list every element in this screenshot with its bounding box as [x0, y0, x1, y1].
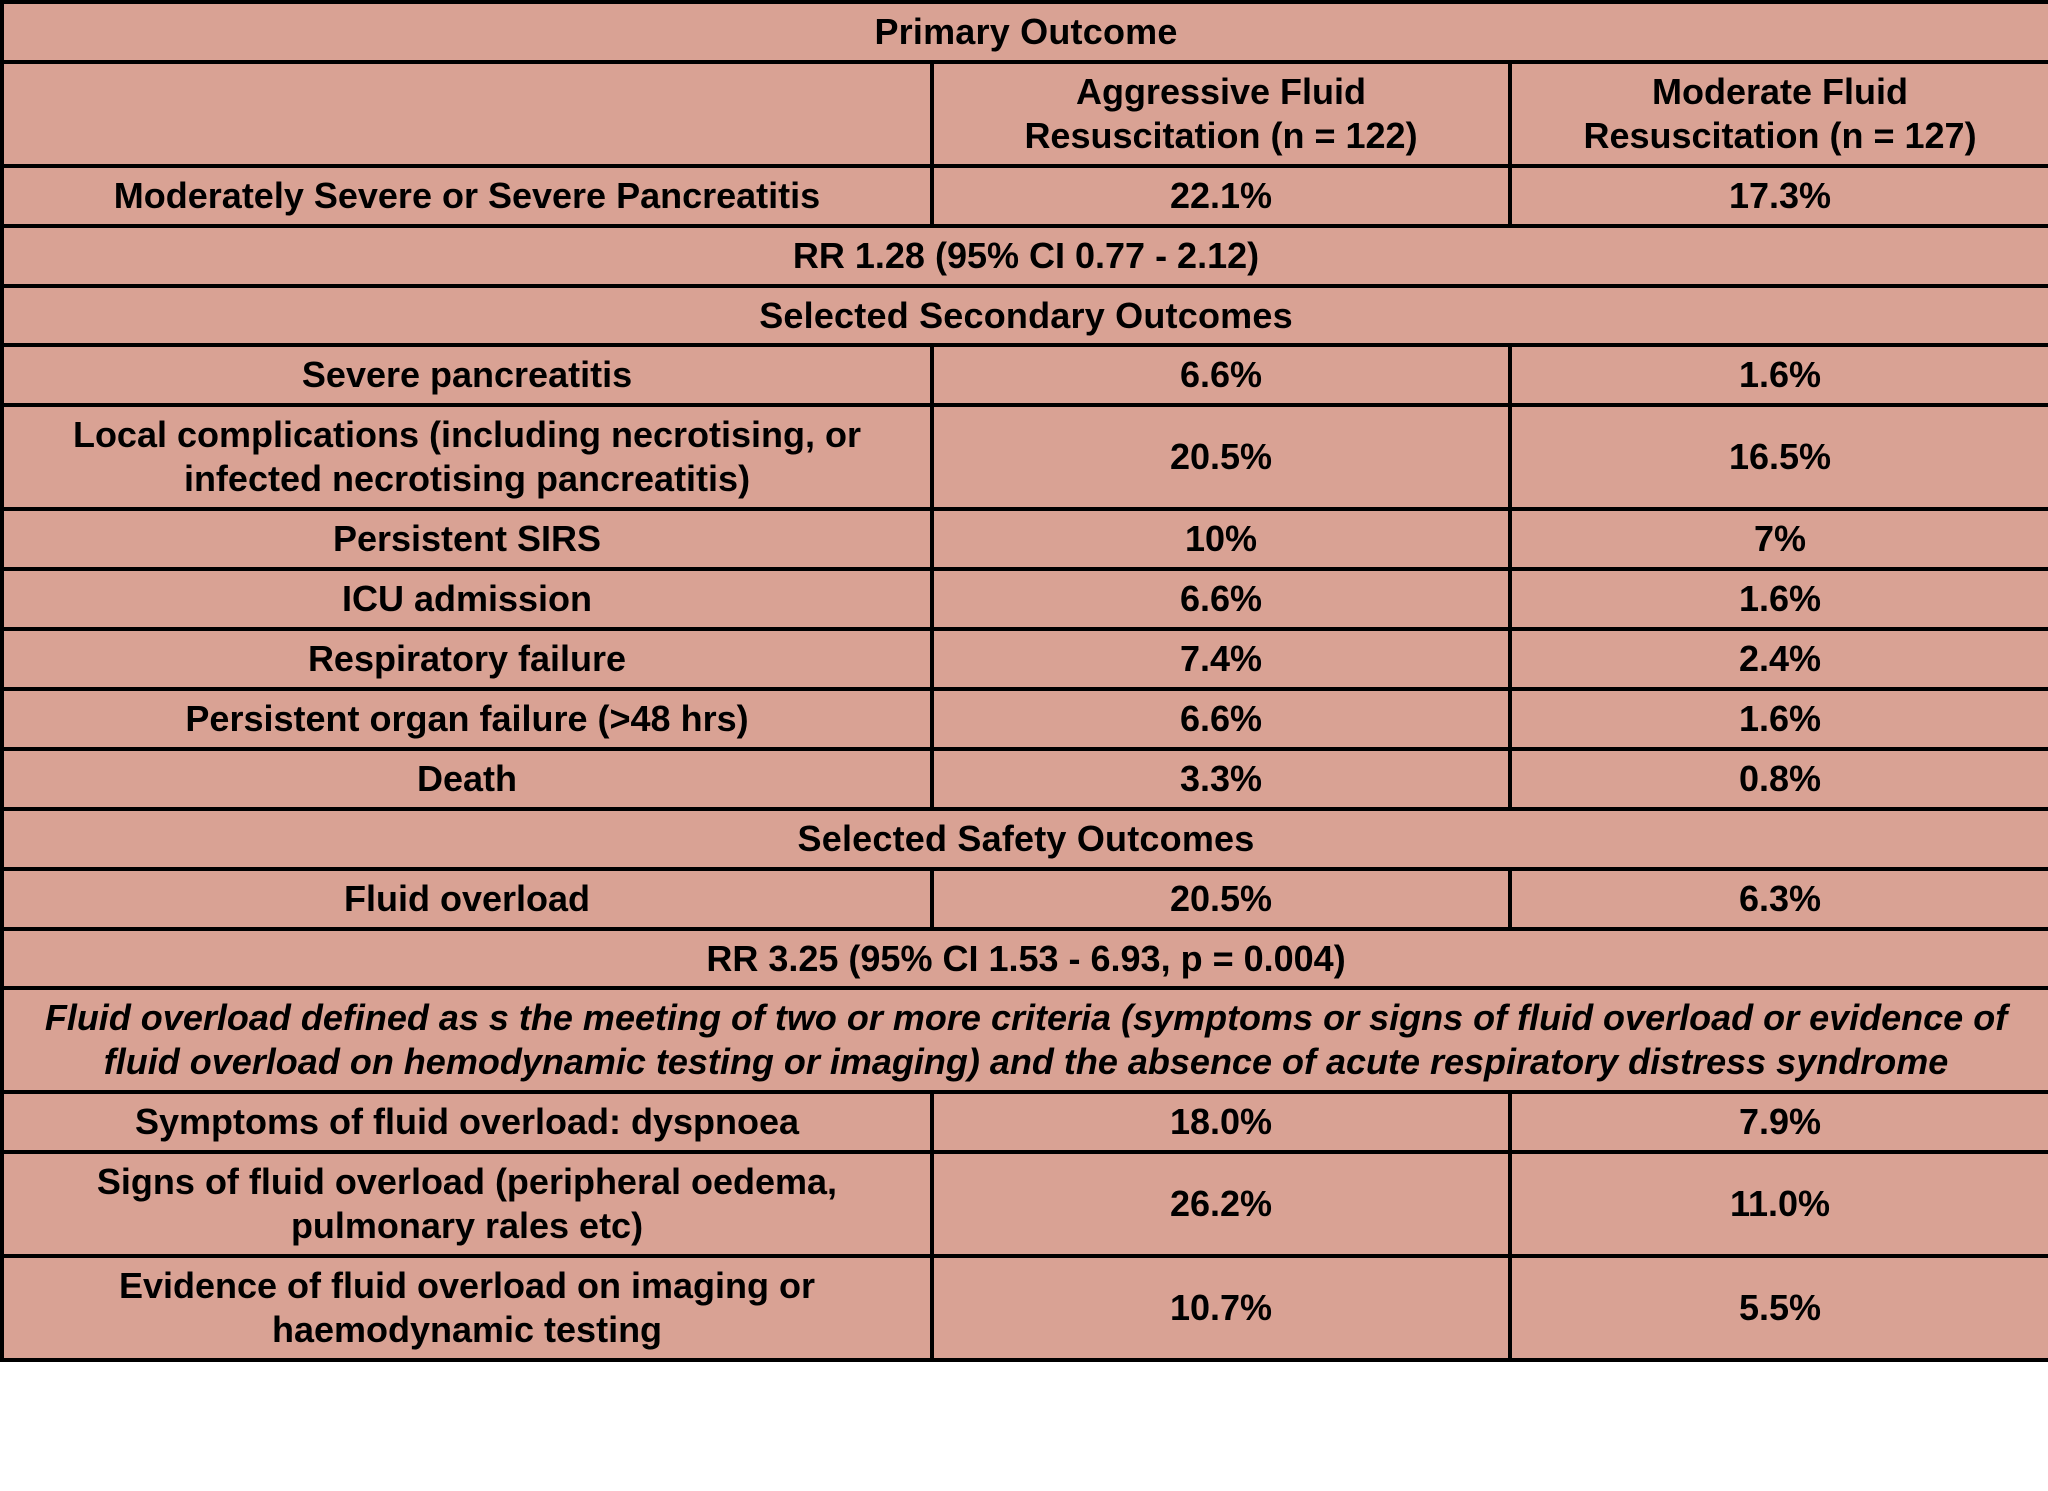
table-row	[2, 1152, 2048, 1256]
row-label-severe-pancreatitis: Severe pancreatitis	[2, 345, 932, 405]
section-header-secondary-outcomes: Selected Secondary Outcomes	[2, 286, 2048, 346]
value-aggressive-symptoms-dyspnoea: 18.0%	[932, 1092, 1510, 1152]
value-aggressive-signs-fluid-overload: 26.2%	[932, 1152, 1510, 1256]
fluid-overload-definition-note	[2, 988, 2048, 1092]
value-aggressive-moderately-severe-pancreatitis: 22.1%	[932, 166, 1510, 226]
safety-outcomes-section-header-row	[2, 809, 2048, 869]
row-label-signs-fluid-overload-line1: Signs of fluid overload (peripheral oedema,	[96, 1161, 838, 1203]
value-aggressive-persistent-sirs: 10%	[932, 509, 1510, 569]
value-aggressive-respiratory-failure: 7.4%	[932, 629, 1510, 689]
value-aggressive-evidence-fluid-overload: 10.7%	[932, 1256, 1510, 1360]
row-label-signs-fluid-overload	[2, 1152, 932, 1256]
definition-note-row	[2, 988, 2048, 1092]
risk-ratio-fluid-overload: RR 3.25 (95% CI 1.53 - 6.93, p = 0.004)	[2, 929, 2048, 989]
row-label-symptoms-dyspnoea: Symptoms of fluid overload: dyspnoea	[2, 1092, 932, 1152]
definition-line2: on hemodynamic testing or imaging) and the absence of acute respiratory distress syndrome	[349, 1041, 1949, 1083]
value-aggressive-severe-pancreatitis: 6.6%	[932, 345, 1510, 405]
secondary-outcomes-section-header-row	[2, 286, 2048, 346]
row-label-respiratory-failure: Respiratory failure	[2, 629, 932, 689]
value-aggressive-icu-admission: 6.6%	[932, 569, 1510, 629]
column-header-moderate-line2: Resuscitation (n = 127)	[1583, 114, 1977, 156]
value-aggressive-fluid-overload: 20.5%	[932, 869, 1510, 929]
safety-stat-row	[2, 929, 2048, 989]
table-row	[2, 1256, 2048, 1360]
row-label-local-complications-line1: Local complications (including necrotising, or	[72, 414, 862, 456]
row-label-local-complications	[2, 405, 932, 509]
value-aggressive-local-complications: 20.5%	[932, 405, 1510, 509]
table-row	[2, 689, 2048, 749]
value-moderate-symptoms-dyspnoea: 7.9%	[1510, 1092, 2048, 1152]
row-label-signs-fluid-overload-line2: pulmonary rales etc)	[290, 1205, 644, 1247]
value-moderate-respiratory-failure: 2.4%	[1510, 629, 2048, 689]
value-moderate-moderately-severe-pancreatitis: 17.3%	[1510, 166, 2048, 226]
table-row	[2, 569, 2048, 629]
value-moderate-signs-fluid-overload: 11.0%	[1510, 1152, 2048, 1256]
row-label-evidence-fluid-overload-line1: Evidence of fluid overload on imaging or	[118, 1264, 816, 1306]
row-label-local-complications-line2: infected necrotising pancreatitis)	[183, 458, 751, 500]
column-header-row	[2, 62, 2048, 166]
table-row	[2, 345, 2048, 405]
table-row	[2, 1092, 2048, 1152]
section-header-safety-outcomes: Selected Safety Outcomes	[2, 809, 2048, 869]
primary-outcome-section-header-row	[2, 2, 2048, 62]
row-label-icu-admission: ICU admission	[2, 569, 932, 629]
column-header-aggressive-line2: Resuscitation (n = 122)	[1024, 114, 1418, 156]
column-header-aggressive-line1: Aggressive Fluid	[1075, 70, 1367, 112]
table-row	[2, 629, 2048, 689]
table-row	[2, 509, 2048, 569]
value-moderate-local-complications: 16.5%	[1510, 405, 2048, 509]
value-moderate-icu-admission: 1.6%	[1510, 569, 2048, 629]
row-label-evidence-fluid-overload	[2, 1256, 932, 1360]
value-moderate-fluid-overload: 6.3%	[1510, 869, 2048, 929]
row-label-evidence-fluid-overload-line2: haemodynamic testing	[271, 1308, 663, 1350]
row-label-persistent-sirs: Persistent SIRS	[2, 509, 932, 569]
table-row	[2, 869, 2048, 929]
risk-ratio-primary: RR 1.28 (95% CI 0.77 - 2.12)	[2, 226, 2048, 286]
column-header-aggressive	[932, 62, 1510, 166]
primary-stat-row	[2, 226, 2048, 286]
row-label-persistent-organ-failure: Persistent organ failure (>48 hrs)	[2, 689, 932, 749]
row-label-fluid-overload: Fluid overload	[2, 869, 932, 929]
value-moderate-death: 0.8%	[1510, 749, 2048, 809]
blank-corner-cell	[2, 62, 932, 166]
value-moderate-persistent-sirs: 7%	[1510, 509, 2048, 569]
row-label-death: Death	[2, 749, 932, 809]
column-header-moderate	[1510, 62, 2048, 166]
section-header-primary-outcome: Primary Outcome	[2, 2, 2048, 62]
value-moderate-evidence-fluid-overload: 5.5%	[1510, 1256, 2048, 1360]
value-aggressive-death: 3.3%	[932, 749, 1510, 809]
column-header-moderate-line1: Moderate Fluid	[1652, 70, 1909, 112]
table-row	[2, 749, 2048, 809]
definition-line1: Fluid overload defined as s the meeting of two or more criteria (symptoms or signs of fluid overload or evidence of fluid overload	[44, 997, 2008, 1083]
value-moderate-severe-pancreatitis: 1.6%	[1510, 345, 2048, 405]
row-label-moderately-severe-pancreatitis: Moderately Severe or Severe Pancreatitis	[2, 166, 932, 226]
table-row	[2, 166, 2048, 226]
value-moderate-persistent-organ-failure: 1.6%	[1510, 689, 2048, 749]
table-row	[2, 405, 2048, 509]
value-aggressive-persistent-organ-failure: 6.6%	[932, 689, 1510, 749]
